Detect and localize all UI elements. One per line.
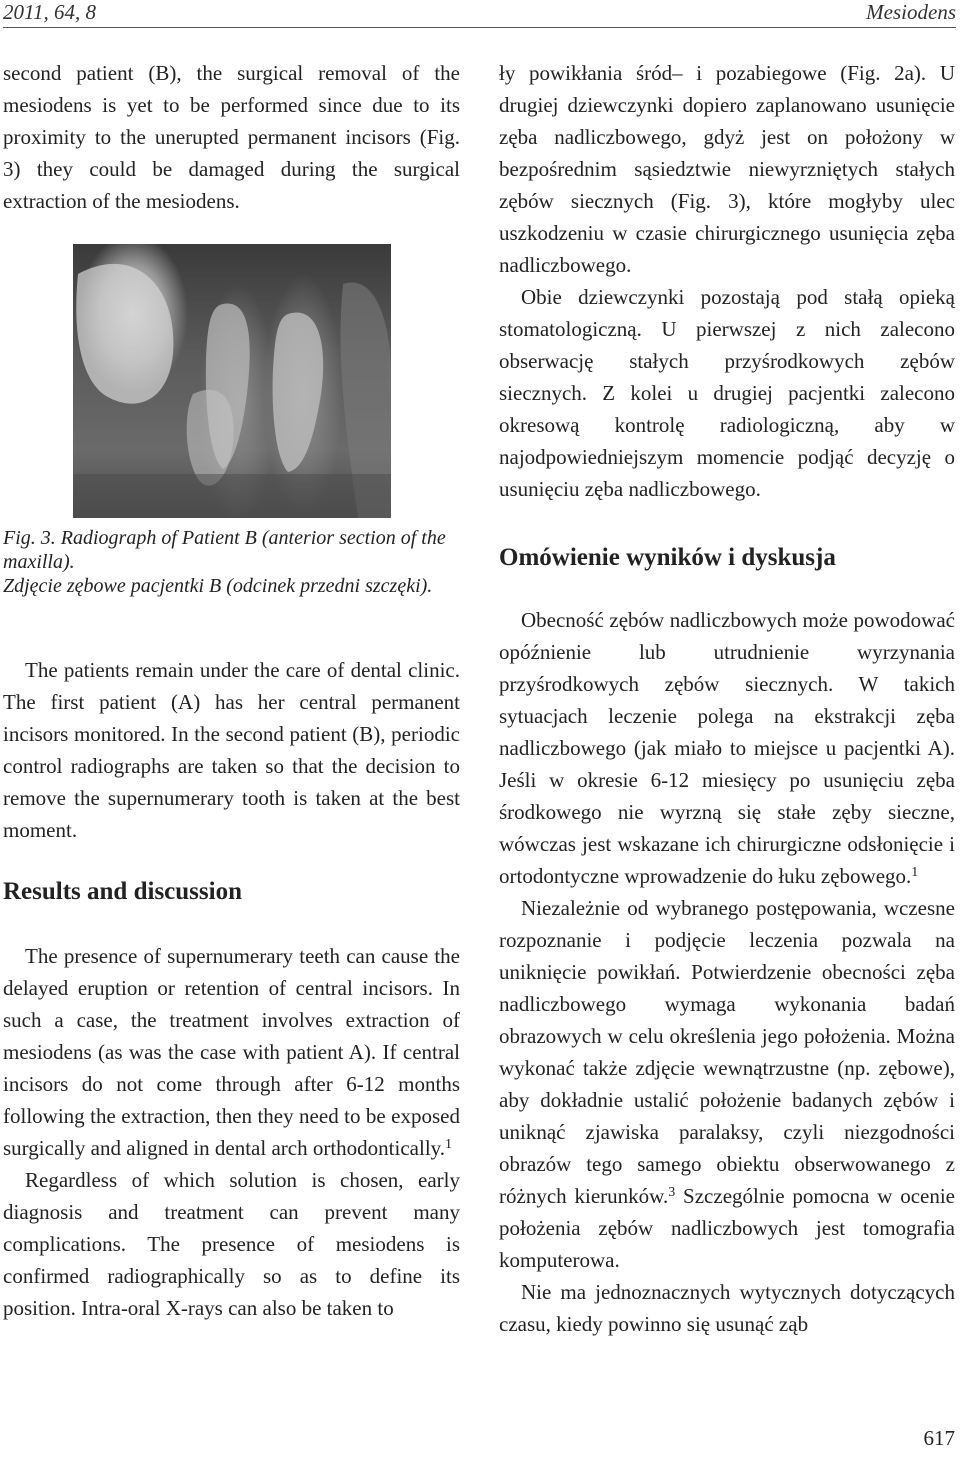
paragraph xyxy=(3,940,460,1164)
paragraph-text: Obecność zębów nadliczbowych może powodować opóźnienie lub utrudnienie wyrzynania przyśrodkowych zębów siecznych. W takich sytuacjach leczenie polega na ekstrakcji zęba nadliczbowego (jak miało to miejsce u pacjentki A). Jeśli w okresie 6-12 miesięcy po usunięciu zęba środkowego nie wyrzną się stałe zęby sieczne, wówczas jest wskazane ich chirurgiczne odsłonięcie i ortodontyczne wprowadzenie do łuku zębowego. xyxy=(499,608,955,888)
paragraph: Regardless of which solution is chosen, early diagnosis and treatment can prevent many complications. The presence of mesiodens is confirmed radiographically so as to define its position. Intra-oral X-rays can also be taken to xyxy=(3,1168,460,1320)
running-header xyxy=(3,0,956,28)
paragraph-text: Szczególnie pomocna w ocenie położenia zębów nadliczbowych jest tomografia komputerowa. xyxy=(499,1184,956,1272)
paragraph: Obie dziewczynki pozostają pod stałą opieką stomatologiczną. U pierwszej z nich zalecono obserwację stałych przyśrodkowych zębów siecznych. Z kolei u drugiej pacjentki zalecono okresową kontrolę radiologiczną, aby w najodpowiedniejszym momencie podjąć decyzję o usunięciu zęba nadliczbowego. xyxy=(499,285,955,501)
page-number: 617 xyxy=(923,1426,955,1450)
left-column xyxy=(3,57,460,1324)
reference-marker: 3 xyxy=(668,1185,676,1200)
paragraph-text: The presence of supernumerary teeth can cause the delayed eruption or retention of central incisors. In such a case, the treatment involves extraction of mesiodens (as was the case with patient A). If central incisors do not come through after 6-12 months following the extraction, then they need to be exposed surgically and aligned in dental arch orthodontically. xyxy=(3,944,460,1160)
right-column xyxy=(499,57,955,1340)
running-title: Mesiodens xyxy=(866,0,956,24)
figure-caption-english: Fig. 3. Radiograph of Patient B (anterior section of the maxilla). xyxy=(3,527,446,573)
reference-marker: 1 xyxy=(911,865,919,880)
paragraph xyxy=(499,892,955,1276)
figure-caption-polish: Zdjęcie zębowe pacjentki B (odcinek przedni szczęki). xyxy=(3,575,433,597)
section-heading: Omówienie wyników i dyskusja xyxy=(499,544,836,571)
reference-marker: 1 xyxy=(445,1137,453,1152)
section-heading: Results and discussion xyxy=(3,878,242,905)
paragraph: second patient (B), the surgical removal of the mesiodens is yet to be performed since due to its proximity to the unerupted permanent incisors (Fig. 3) they could be damaged during the surgical extraction of the mesiodens. xyxy=(3,61,460,213)
paragraph-text: Niezależnie od wybranego postępowania, wczesne rozpoznanie i podjęcie leczenia pozwala na uniknięcie powikłań. Potwierdzenie obecności zęba nadliczbowego wymaga wykonania badań obrazowych w celu określenia jego położenia. Można wykonać także zdjęcie wewnątrzustne (np. zębowe), aby dokładnie ustalić położenie badanych zębów i uniknąć zjawiska paralaksy, czyli niezgodności obrazów tego samego obiektu obserwowanego z różnych kierunków. xyxy=(499,896,955,1208)
radiograph-figure xyxy=(73,244,391,518)
radiograph-image xyxy=(73,244,391,518)
paragraph xyxy=(499,604,955,892)
paragraph: The patients remain under the care of dental clinic. The first patient (A) has her central permanent incisors monitored. In the second patient (B), periodic control radiographs are taken so that the decision to remove the supernumerary tooth is taken at the best moment. xyxy=(3,658,460,842)
paragraph: ły powikłania śród– i pozabiegowe (Fig. 2a). U drugiej dziewczynki dopiero zaplanowano usunięcie zęba nadliczbowego, gdyż jest on położony w bezpośrednim sąsiedztwie niewyrzniętych stałych zębów siecznych (Fig. 3), które mogłyby ulec uszkodzeniu w czasie chirurgicznego usunięcia zęba nadliczbowego. xyxy=(499,61,955,277)
journal-issue: 2011, 64, 8 xyxy=(3,0,96,24)
figure-caption xyxy=(3,526,460,598)
paragraph: Nie ma jednoznacznych wytycznych dotyczących czasu, kiedy powinno się usunąć ząb xyxy=(499,1280,955,1336)
